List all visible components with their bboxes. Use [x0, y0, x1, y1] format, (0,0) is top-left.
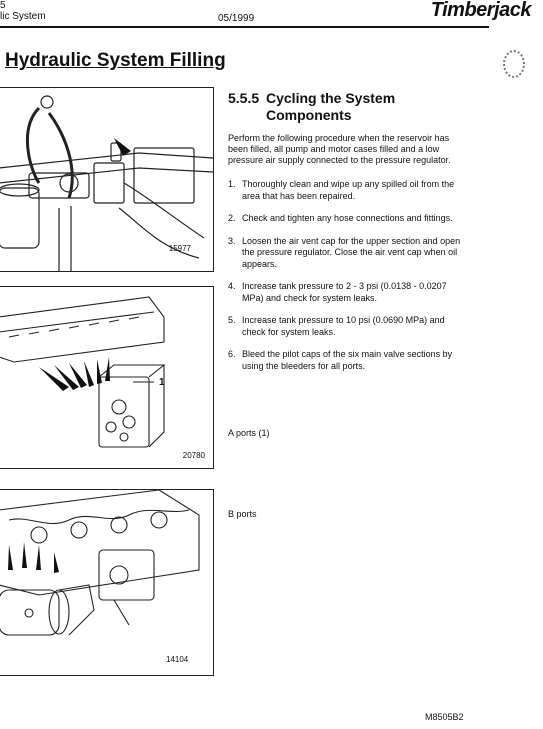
procedure-steps	[228, 179, 468, 383]
step-number: 3.	[228, 235, 236, 246]
step-number: 2.	[228, 213, 236, 223]
document-code: M8505B2	[425, 712, 464, 722]
header-date: 05/1999	[218, 13, 255, 24]
callout-number: 1	[159, 377, 165, 388]
step-number: 6.	[228, 349, 236, 359]
header-section-fragment: 5	[0, 0, 6, 11]
step-text: Increase tank pressure to 10 psi (0.0690 MPa) and check for system leaks.	[242, 315, 445, 337]
step-number: 4.	[228, 281, 236, 291]
step-text: Check and tighten any hose connections and fittings.	[242, 213, 453, 223]
section-number: 5.5.5	[228, 90, 260, 106]
page-title: Hydraulic System Filling	[5, 50, 226, 71]
intro-paragraph: Perform the following procedure when the reservoir has been filled, all pump and motor cases filled and a low pressure air supply connected to the pressure regulator.	[228, 133, 451, 165]
list-item	[228, 281, 468, 304]
list-item	[228, 315, 468, 338]
b-ports-label: B ports	[228, 509, 257, 519]
figure-number: 20780	[182, 451, 205, 460]
section-heading-line1: Cycling the System	[266, 90, 396, 106]
header-chapter-fragment: lic System	[0, 11, 46, 22]
valve-bank-illustration	[0, 490, 213, 675]
step-number: 1.	[228, 179, 236, 189]
pointer-arrow-icon	[114, 138, 131, 156]
figure-number: 15977	[168, 244, 191, 253]
brand-logo: Timberjack	[430, 0, 531, 21]
list-item	[228, 349, 468, 372]
section-heading	[228, 90, 518, 124]
step-text: Loosen the air vent cap for the upper section and open the pressure regulator. Close the air vent cap when oil appears.	[242, 235, 461, 269]
header-rule	[0, 26, 489, 28]
figure-valve-block	[0, 286, 214, 469]
section-heading-line2: Components	[266, 107, 352, 123]
figure-air-regulator	[0, 87, 214, 272]
step-text: Thoroughly clean and wipe up any spilled oil from the area that has been repaired.	[242, 179, 455, 201]
list-item	[228, 213, 468, 225]
valve-block-illustration	[0, 287, 213, 468]
running-header-left	[0, 0, 46, 22]
binder-hole	[503, 50, 525, 78]
list-item	[228, 179, 468, 202]
step-text: Bleed the pilot caps of the six main valve sections by using the bleeders for all ports.	[242, 349, 453, 371]
list-item	[228, 236, 468, 271]
step-number: 5.	[228, 315, 236, 325]
a-ports-label: A ports (1)	[228, 428, 270, 438]
figure-number: 14104	[166, 655, 189, 664]
step-text: Increase tank pressure to 2 - 3 psi (0.0138 - 0.0207 MPa) and check for system leaks.	[242, 281, 447, 303]
figure-valve-bank	[0, 489, 214, 676]
